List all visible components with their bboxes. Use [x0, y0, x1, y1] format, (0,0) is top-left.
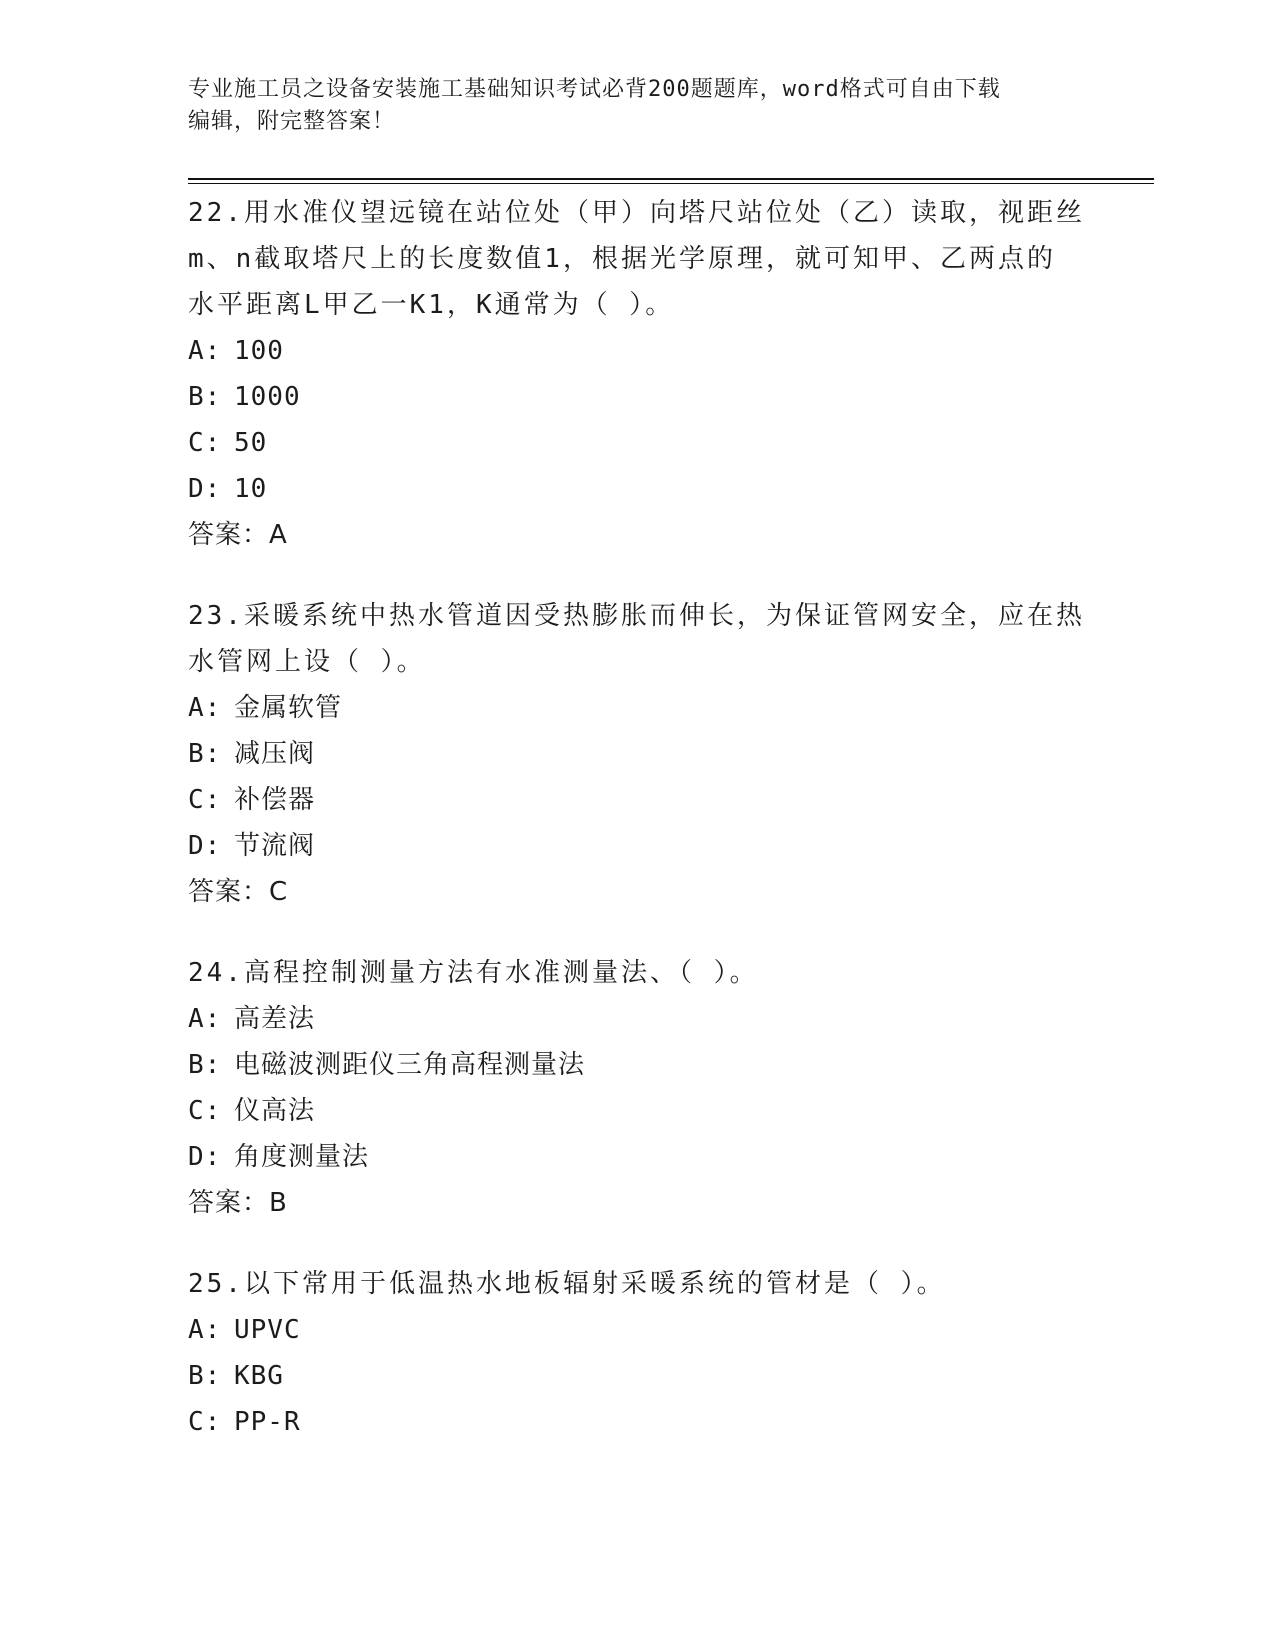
option-text: 减压阀 [234, 739, 316, 769]
document-header [188, 74, 1068, 138]
option-text: 高差法 [234, 1004, 316, 1034]
header-rule-thin [188, 183, 1154, 184]
option-text: UPVC [234, 1315, 301, 1345]
option-letter: C: [188, 428, 222, 458]
option-letter: A: [188, 336, 222, 366]
answer-option [188, 1042, 1088, 1088]
question-list [188, 190, 1088, 1480]
answer-option [188, 1353, 1088, 1399]
option-letter: B: [188, 382, 222, 412]
question-stem-line: 25.以下常用于低温热水地板辐射采暖系统的管材是（ ）。 [188, 1269, 946, 1299]
option-letter: A: [188, 693, 222, 723]
header-line-2: 编辑，附完整答案！ [188, 109, 396, 134]
option-letter: C: [188, 1407, 222, 1437]
option-text: 1000 [234, 382, 301, 412]
answer-option [188, 1088, 1088, 1134]
answer-option [188, 374, 1088, 420]
option-letter: B: [188, 1361, 222, 1391]
answer-option [188, 1307, 1088, 1353]
option-letter: B: [188, 739, 222, 769]
question-stem-line: 22.用水准仪望远镜在站位处（甲）向塔尺站位处（乙）读取，视距丝 [188, 198, 1085, 228]
answer-option [188, 777, 1088, 823]
option-text: 100 [234, 336, 284, 366]
option-text: 节流阀 [234, 831, 316, 861]
answer-option [188, 823, 1088, 869]
option-text: 电磁波测距仪三角高程测量法 [234, 1050, 586, 1080]
option-letter: A: [188, 1004, 222, 1034]
answer-option [188, 1134, 1088, 1180]
answer-option [188, 328, 1088, 374]
option-letter: D: [188, 1142, 222, 1172]
answer-option [188, 466, 1088, 512]
answer-key: 答案：C [188, 877, 289, 907]
question-block [188, 190, 1088, 558]
answer-option [188, 996, 1088, 1042]
question-stem-line: 水管网上设（ ）。 [188, 647, 426, 677]
option-letter: D: [188, 831, 222, 861]
answer-option [188, 685, 1088, 731]
answer-option [188, 1399, 1088, 1445]
option-letter: D: [188, 474, 222, 504]
question-block [188, 1261, 1088, 1445]
option-text: 金属软管 [234, 693, 343, 723]
answer-option [188, 420, 1088, 466]
answer-key: 答案：A [188, 520, 288, 550]
question-stem-line: m、n截取塔尺上的长度数值1，根据光学原理，就可知甲、乙两点的 [188, 244, 1056, 274]
option-letter: C: [188, 1096, 222, 1126]
option-text: 补偿器 [234, 785, 316, 815]
answer-option [188, 731, 1088, 777]
option-text: 50 [234, 428, 268, 458]
answer-key: 答案：B [188, 1188, 288, 1218]
question-block [188, 593, 1088, 915]
header-line-1: 专业施工员之设备安装施工基础知识考试必背200题题库，word格式可自由下载 [188, 77, 1001, 102]
option-letter: C: [188, 785, 222, 815]
option-text: PP-R [234, 1407, 301, 1437]
option-text: 10 [234, 474, 268, 504]
header-rule-thick [188, 178, 1154, 180]
option-text: KBG [234, 1361, 284, 1391]
question-stem-line: 23.采暖系统中热水管道因受热膨胀而伸长，为保证管网安全，应在热 [188, 601, 1085, 631]
option-letter: A: [188, 1315, 222, 1345]
question-block [188, 950, 1088, 1226]
option-text: 角度测量法 [234, 1142, 370, 1172]
option-letter: B: [188, 1050, 222, 1080]
question-stem-line: 水平距离L甲乙一K1，K通常为（ ）。 [188, 290, 675, 320]
option-text: 仪高法 [234, 1096, 316, 1126]
question-stem-line: 24.高程控制测量方法有水准测量法、（ ）。 [188, 958, 759, 988]
